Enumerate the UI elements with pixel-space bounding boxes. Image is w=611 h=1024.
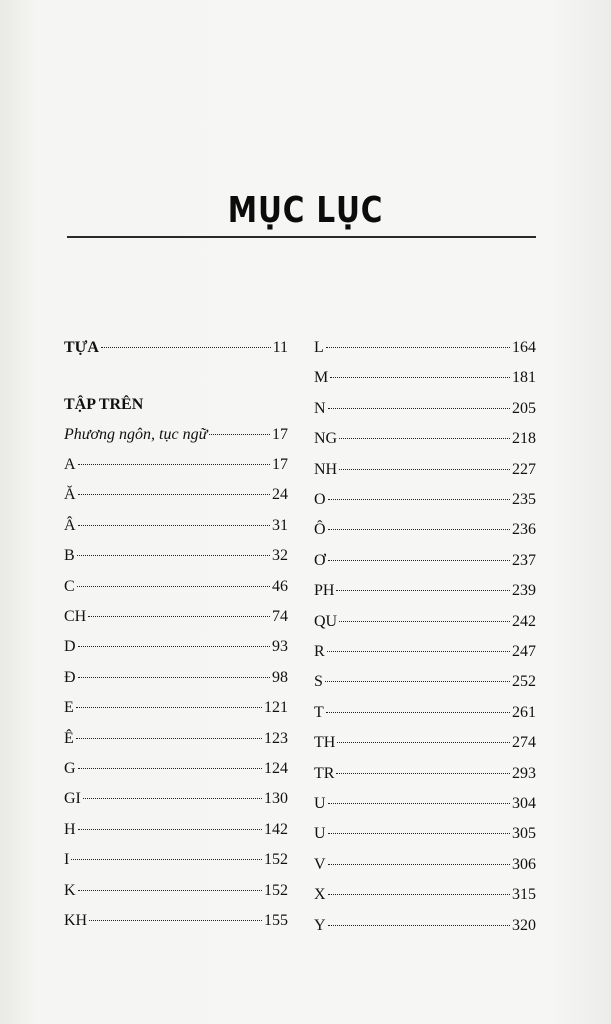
toc-entry[interactable] (64, 850, 288, 870)
toc-entry-label: U (314, 825, 326, 843)
toc-entry-label: O (314, 491, 326, 508)
toc-entry-label: PH (314, 582, 335, 600)
toc-entry-label: A (64, 456, 76, 473)
toc-entry-page-number: 181 (512, 369, 536, 387)
toc-entry-page-number: 293 (512, 764, 536, 782)
dot-leader (78, 768, 262, 769)
dot-leader (328, 894, 510, 895)
toc-entry-page-number: 247 (512, 643, 536, 660)
toc-entry[interactable] (64, 455, 288, 475)
toc-entry[interactable] (64, 516, 288, 536)
toc-entry-label: GI (64, 790, 81, 808)
toc-entry-label: QU (314, 612, 338, 630)
toc-entry-label: R (314, 643, 325, 660)
toc-entry-page-number: 237 (512, 551, 536, 569)
dot-leader (336, 773, 510, 774)
toc-entry-label: E (64, 699, 74, 717)
toc-entry[interactable] (314, 794, 536, 814)
toc-entry-label: KH (64, 912, 88, 929)
toc-entry-page-number: 239 (512, 582, 536, 600)
dot-leader (88, 616, 270, 617)
toc-entry-page-number: 74 (272, 608, 288, 625)
dot-leader (336, 590, 510, 591)
toc-entry-label: Ô (314, 521, 326, 539)
dot-leader (326, 712, 510, 713)
toc-entry-page-number: 46 (272, 577, 288, 595)
dot-leader (83, 798, 262, 799)
toc-entry[interactable] (64, 881, 288, 901)
toc-entry-page-number: 142 (264, 820, 288, 838)
toc-entry-label: Đ (64, 668, 76, 686)
toc-entry-label: X (314, 886, 326, 904)
dot-leader (325, 681, 510, 682)
toc-entry-page-number: 124 (264, 760, 288, 777)
toc-entry-page-number: 17 (272, 426, 288, 443)
dot-leader (328, 925, 510, 926)
toc-entry[interactable] (314, 855, 536, 875)
toc-entry-label: Ơ (314, 551, 326, 569)
dot-leader (78, 646, 270, 647)
dot-leader (339, 621, 510, 622)
toc-entry[interactable] (314, 916, 536, 936)
dot-leader (328, 803, 510, 804)
toc-entry-page-number: 305 (512, 825, 536, 843)
toc-entry-page-number: 236 (512, 521, 536, 539)
dot-leader (337, 742, 510, 743)
dot-leader (71, 859, 262, 860)
toc-entry-label: G (64, 760, 76, 777)
toc-entry-page-number: 152 (264, 851, 288, 869)
toc-entry-label: Phương ngôn, tục ngữ (64, 426, 208, 443)
toc-entry[interactable] (64, 789, 288, 809)
dot-leader (327, 651, 510, 652)
dot-leader (78, 890, 262, 891)
toc-entry-page-number: 31 (272, 516, 288, 534)
toc-entry-page-number: 130 (264, 790, 288, 808)
toc-entry-page-number: 274 (512, 734, 536, 752)
toc-entry[interactable] (64, 820, 288, 840)
toc-entry[interactable] (64, 425, 288, 445)
dot-leader (78, 494, 270, 495)
toc-entry[interactable] (314, 581, 536, 601)
dot-leader (328, 408, 510, 409)
dot-leader (101, 347, 271, 348)
dot-leader (76, 707, 262, 708)
toc-entry-page-number: 227 (512, 460, 536, 478)
toc-entry[interactable] (314, 551, 536, 571)
toc-entry[interactable] (314, 338, 536, 358)
toc-entry-page-number: 152 (264, 881, 288, 899)
toc-entry[interactable] (314, 703, 536, 723)
toc-entry-page-number: 123 (264, 729, 288, 747)
toc-entry-label: B (64, 547, 75, 565)
dot-leader (78, 677, 270, 678)
toc-entry-page-number: 252 (512, 673, 536, 691)
dot-leader (330, 377, 510, 378)
toc-entry[interactable] (64, 698, 288, 718)
toc-entry-page-number: 24 (272, 486, 288, 504)
toc-entry-label: TỰA (64, 339, 99, 356)
dot-leader (328, 864, 510, 865)
toc-entry[interactable] (314, 460, 536, 480)
toc-entry-label: I (64, 851, 70, 869)
title-rule (67, 236, 536, 238)
toc-entry[interactable] (64, 546, 288, 566)
toc-entry[interactable] (314, 764, 536, 784)
dot-leader (328, 560, 510, 561)
toc-entry-label: CH (64, 608, 87, 625)
toc-entry[interactable] (64, 577, 288, 597)
toc-entry[interactable] (314, 672, 536, 692)
toc-entry-label: L (314, 339, 324, 356)
dot-leader (339, 438, 510, 439)
toc-entry-label: H (64, 820, 76, 838)
toc-entry-label: Â (64, 516, 76, 534)
dot-leader (326, 347, 510, 348)
toc-entry[interactable] (64, 729, 288, 749)
toc-entry-label: NH (314, 460, 338, 478)
toc-entry[interactable] (314, 429, 536, 449)
toc-entry[interactable] (64, 668, 288, 688)
toc-entry-page-number: 320 (512, 916, 536, 934)
toc-entry-label: D (64, 638, 76, 656)
toc-entry[interactable] (314, 885, 536, 905)
toc-entry[interactable] (314, 824, 536, 844)
toc-entry[interactable] (314, 520, 536, 540)
dot-leader (339, 469, 510, 470)
toc-entry-label: S (314, 673, 323, 691)
toc-entry-label: TH (314, 734, 336, 752)
toc-entry[interactable] (314, 368, 536, 388)
toc-entry-page-number: 93 (272, 638, 288, 656)
toc-entry-label: V (314, 855, 326, 873)
toc-entry[interactable] (64, 485, 288, 505)
toc-entry[interactable] (314, 490, 536, 510)
toc-entry-label: Ê (64, 729, 74, 747)
page-title: MỤC LỤC (227, 190, 384, 231)
dot-leader (328, 529, 510, 530)
toc-entry[interactable] (64, 607, 288, 627)
dot-leader (209, 434, 270, 435)
toc-entry[interactable] (64, 338, 288, 358)
toc-entry-label: NG (314, 430, 338, 448)
toc-entry-label: N (314, 399, 326, 417)
dot-leader (89, 920, 262, 921)
toc-entry-page-number: 121 (264, 699, 288, 717)
toc-entry[interactable] (64, 911, 288, 931)
toc-entry-label: M (314, 369, 329, 387)
dot-leader (76, 738, 262, 739)
toc-entry-label: C (64, 577, 75, 595)
section-heading: TẬP TRÊN (64, 396, 144, 413)
toc-entry-page-number: 235 (512, 491, 536, 508)
toc-entry-page-number: 242 (512, 612, 536, 630)
toc-entry-page-number: 11 (272, 339, 288, 356)
dot-leader (328, 499, 510, 500)
toc-entry-label: TR (314, 764, 335, 782)
toc-entry-page-number: 315 (512, 886, 536, 904)
dot-leader (78, 829, 262, 830)
dot-leader (78, 464, 270, 465)
toc-entry-label: U (314, 795, 326, 812)
toc-entry[interactable] (314, 733, 536, 753)
toc-entry-page-number: 98 (272, 668, 288, 686)
toc-entry-page-number: 164 (512, 339, 536, 356)
dot-leader (77, 586, 270, 587)
toc-entry-label: Y (314, 916, 326, 934)
toc-entry-label: K (64, 881, 76, 899)
toc-entry[interactable] (314, 612, 536, 632)
toc-entry-page-number: 205 (512, 399, 536, 417)
toc-entry-page-number: 32 (272, 547, 288, 565)
dot-leader (77, 555, 270, 556)
toc-entry-label: T (314, 703, 324, 721)
toc-entry-page-number: 155 (264, 912, 288, 929)
toc-entry[interactable] (64, 759, 288, 779)
toc-entry[interactable] (314, 399, 536, 419)
toc-entry-page-number: 261 (512, 703, 536, 721)
toc-entry-label: Ă (64, 486, 76, 504)
dot-leader (78, 525, 270, 526)
toc-entry[interactable] (314, 642, 536, 662)
toc-entry-page-number: 306 (512, 855, 536, 873)
dot-leader (328, 833, 510, 834)
toc-entry-page-number: 17 (272, 456, 288, 473)
toc-entry-page-number: 218 (512, 430, 536, 448)
toc-entry-page-number: 304 (512, 795, 536, 812)
toc-entry[interactable] (64, 637, 288, 657)
